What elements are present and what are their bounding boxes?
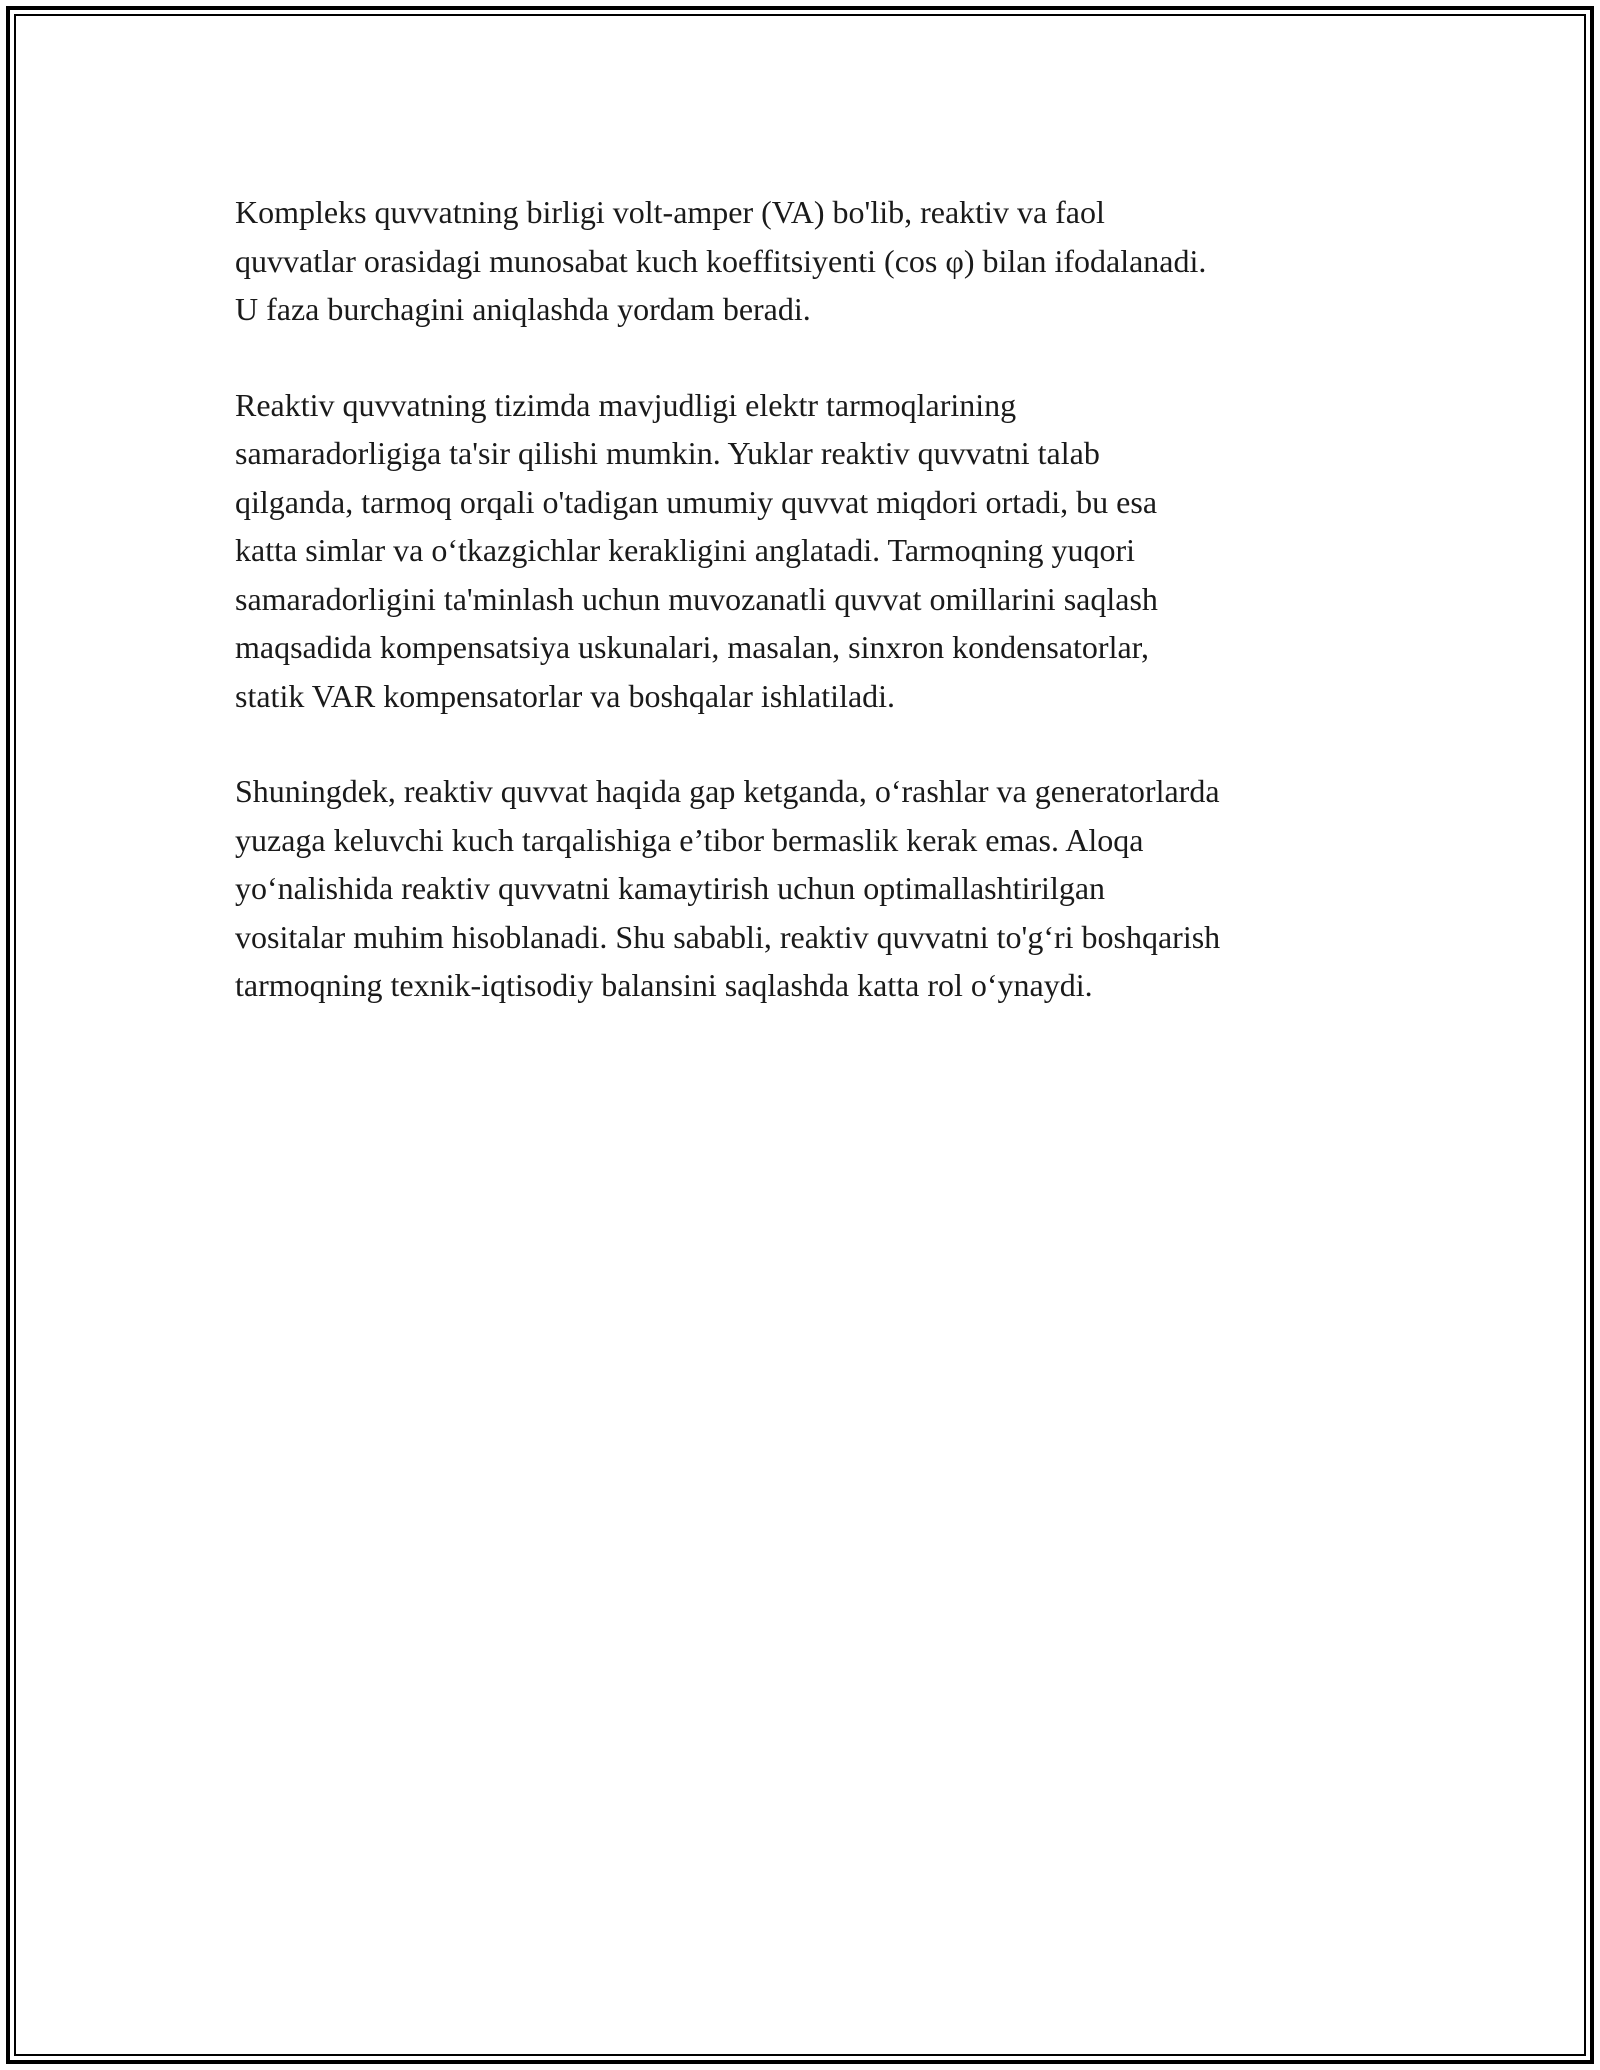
text-line: Reaktiv quvvatning tizimda mavjudligi elektr tarmoqlarining: [235, 386, 1017, 423]
text-line: yuzaga keluvchi kuch tarqalishiga e’tibor bermaslik kerak emas. Aloqa: [235, 821, 1144, 858]
paragraph-3: [235, 767, 1395, 1010]
text-line: Kompleks quvvatning birligi volt-amper (VA) bo'lib, reaktiv va faol: [235, 194, 1105, 230]
text-line: katta simlar va o‘tkazgichlar kerakligini anglatadi. Tarmoqning yuqori: [235, 532, 1135, 568]
text-line: statik VAR kompensatorlar va boshqalar ishlatiladi.: [235, 677, 896, 714]
text-line: qilganda, tarmoq orqali o'tadigan umumiy quvvat miqdori ortadi, bu esa: [235, 483, 1158, 520]
paragraph-1: [235, 188, 1395, 334]
text-line: samaradorligiga ta'sir qilishi mumkin. Yuklar reaktiv quvvatni talab: [235, 435, 1100, 471]
text-line: U faza burchagini aniqlashda yordam beradi.: [235, 291, 811, 327]
text-line: maqsadida kompensatsiya uskunalari, masalan, sinxron kondensatorlar,: [235, 629, 1150, 665]
document-body: [235, 188, 1395, 1057]
text-line: quvvatlar orasidagi munosabat kuch koeffitsiyenti (cos φ) bilan ifodalanadi.: [235, 242, 1207, 279]
text-line: yo‘nalishida reaktiv quvvatni kamaytirish uchun optimallashtirilgan: [235, 870, 1106, 906]
text-line: Shuningdek, reaktiv quvvat haqida gap ketganda, o‘rashlar va generatorlarda: [235, 773, 1220, 809]
text-line: tarmoqning texnik-iqtisodiy balansini saqlashda katta rol o‘ynaydi.: [235, 967, 1093, 1003]
text-line: samaradorligini ta'minlash uchun muvozanatli quvvat omillarini saqlash: [235, 580, 1158, 617]
paragraph-2: [235, 381, 1395, 721]
text-line: vositalar muhim hisoblanadi. Shu sababli, reaktiv quvvatni to'g‘ri boshqarish: [235, 918, 1221, 955]
